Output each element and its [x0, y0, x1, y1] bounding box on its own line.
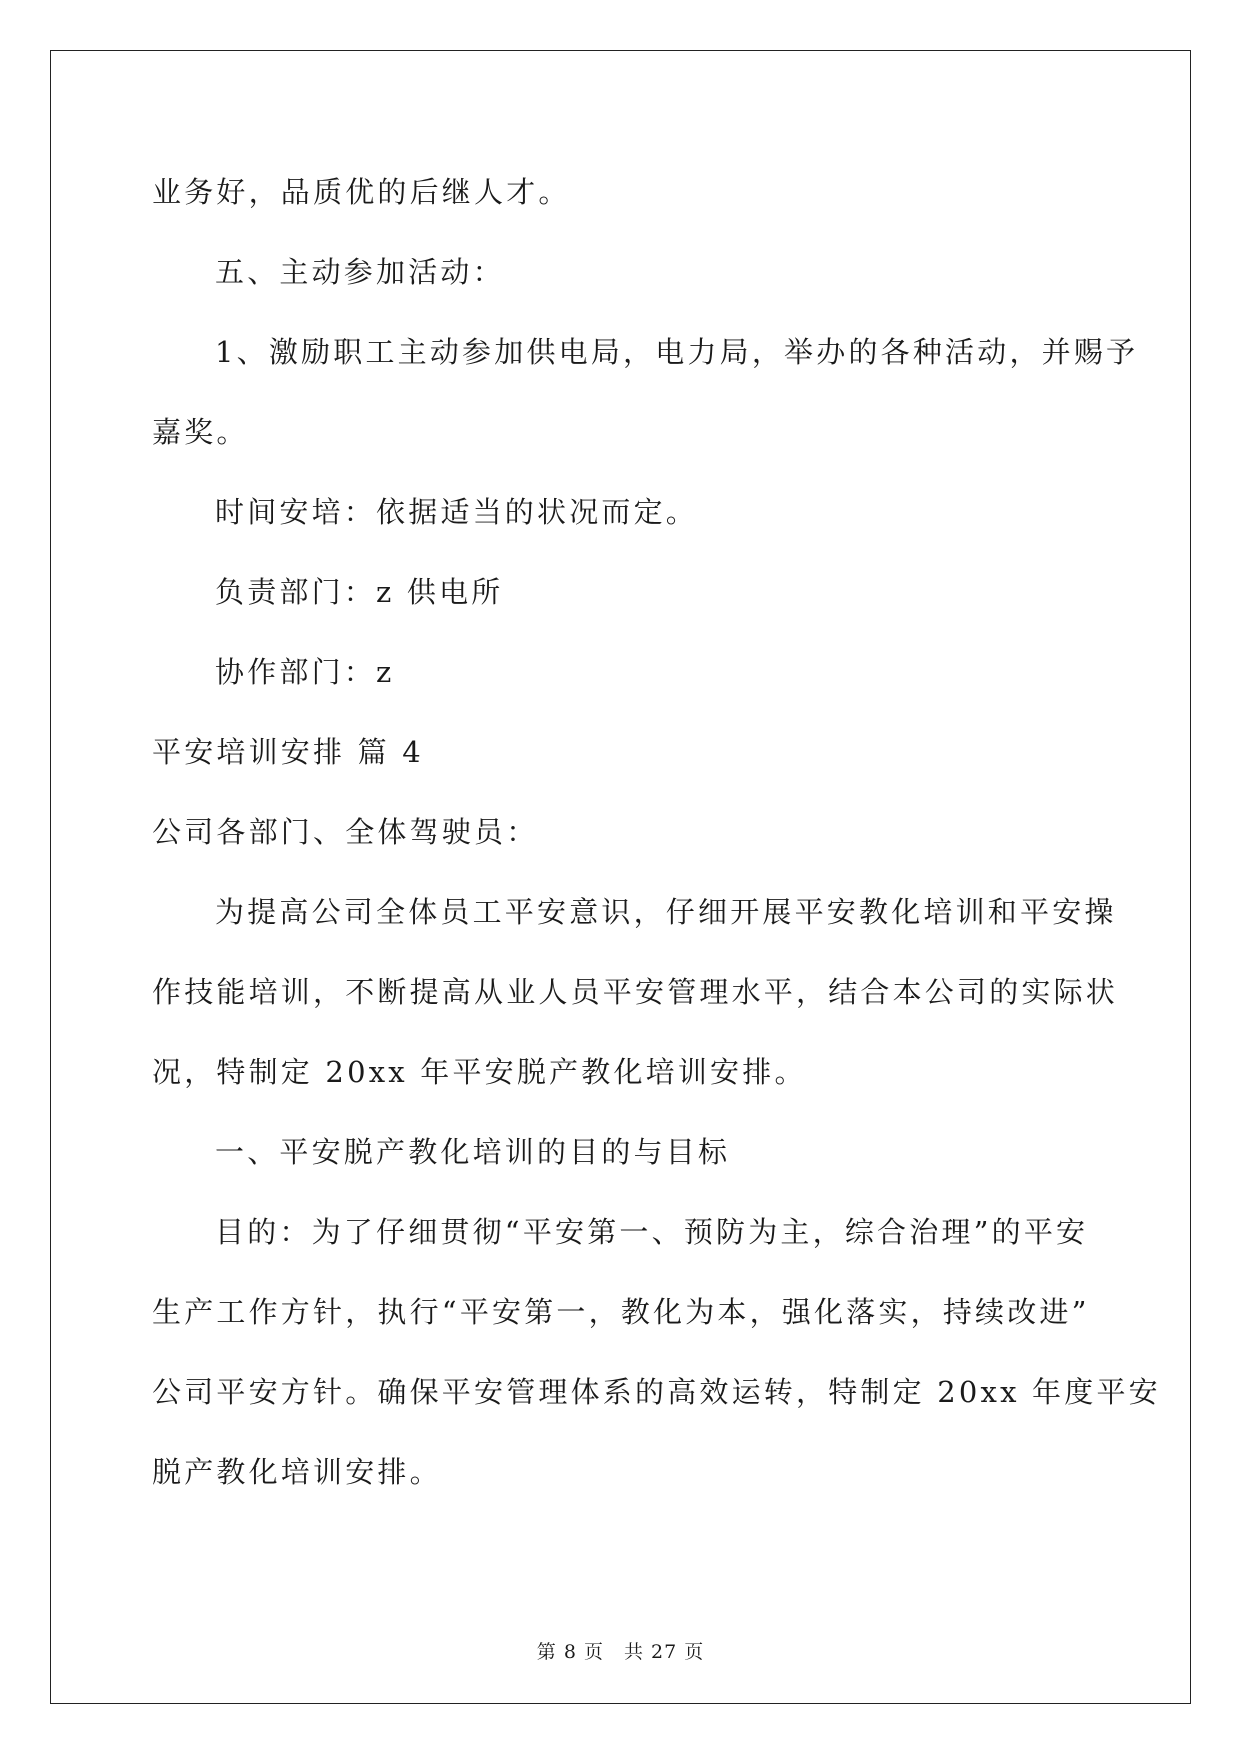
text-line-17: 脱产教化培训安排。	[152, 1455, 442, 1489]
text-line-7: 协作部门：z	[215, 655, 395, 689]
text-line-16: 公司平安方针。确保平安管理体系的高效运转，特制定 20xx 年度平安	[152, 1375, 1161, 1409]
text-line-6: 负责部门：z 供电所	[215, 575, 504, 609]
text-line-1: 业务好，品质优的后继人才。	[152, 175, 571, 209]
text-line-13: 一、平安脱产教化培训的目的与目标	[215, 1135, 731, 1169]
text-line-5: 时间安培：依据适当的状况而定。	[215, 495, 699, 529]
text-line-3: 1、激励职工主动参加供电局，电力局，举办的各种活动，并赐予	[215, 335, 1139, 369]
section-heading: 平安培训安排 篇 4	[152, 735, 424, 769]
text-line-4: 嘉奖。	[152, 415, 249, 449]
text-line-14: 目的：为了仔细贯彻“平安第一、预防为主，综合治理”的平安	[215, 1215, 1089, 1249]
text-line-2: 五、主动参加活动：	[215, 255, 505, 289]
text-line-15: 生产工作方针，执行“平安第一，教化为本，强化落实，持续改进”	[152, 1295, 1090, 1329]
text-line-12: 况，特制定 20xx 年平安脱产教化培训安排。	[152, 1055, 807, 1089]
text-line-11: 作技能培训，不断提高从业人员平安管理水平，结合本公司的实际状	[152, 975, 1119, 1009]
text-line-10: 为提高公司全体员工平安意识，仔细开展平安教化培训和平安操	[215, 895, 1117, 929]
text-line-9: 公司各部门、全体驾驶员：	[152, 815, 539, 849]
page-number-footer: 第 8 页 共 27 页	[536, 1641, 705, 1663]
